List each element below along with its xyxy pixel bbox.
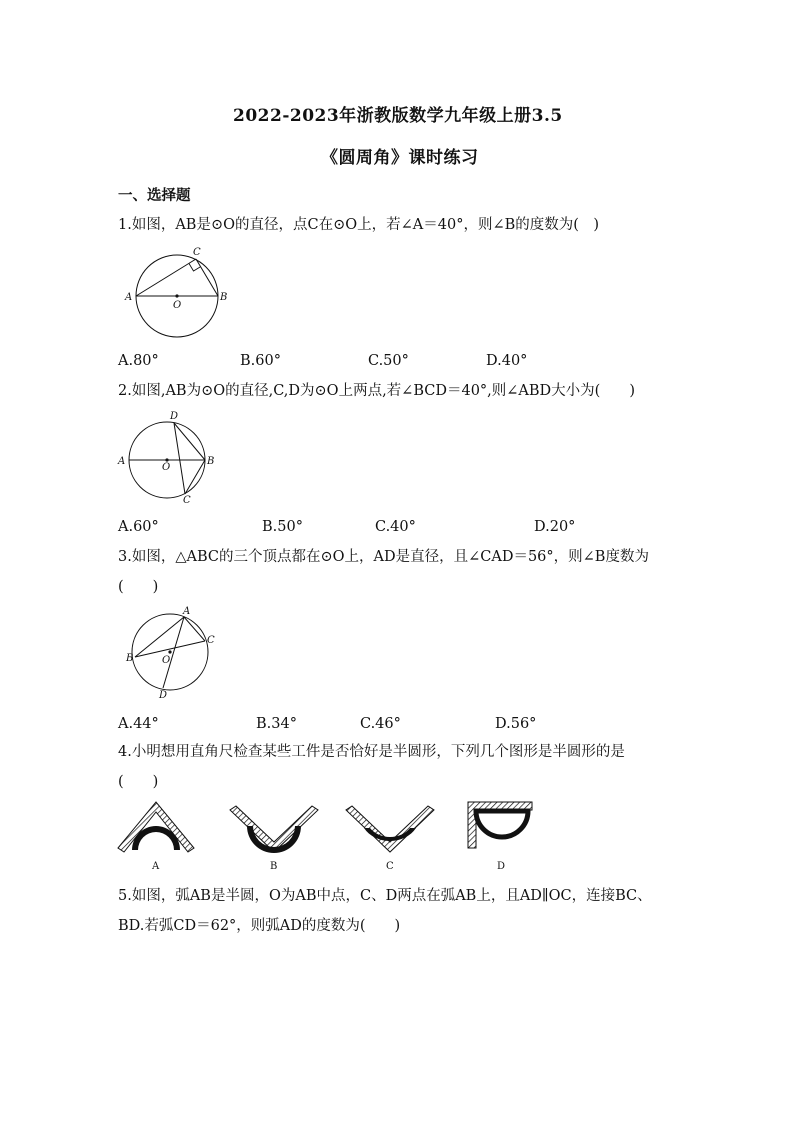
q4-label-a: A — [152, 861, 160, 872]
q1-label-b: B — [220, 292, 228, 303]
document-title-line1: 2022-2023年浙教版数学九年级上册3.5 — [233, 106, 563, 126]
q1-label-a: A — [125, 292, 133, 303]
question-4-stem-line1: 4.小明想用直角尺检查某些工件是否恰好是半圆形，下列几个图形是半圆形的是 — [118, 744, 625, 760]
question-1-figure — [124, 244, 234, 344]
q3-chord-ac — [184, 617, 205, 641]
question-2-option-c: C.40° — [375, 519, 416, 535]
q1-chord-ac — [136, 259, 196, 296]
question-3-option-d: D.56° — [495, 716, 537, 732]
question-4-figure — [116, 798, 536, 878]
question-1-option-b: B.60° — [240, 353, 281, 369]
question-4-stem-line2: ( ) — [118, 774, 159, 790]
q4-figure-c — [346, 806, 434, 872]
question-2-figure — [116, 410, 216, 510]
q1-chord-cb — [196, 259, 218, 296]
q1-center-dot — [175, 294, 178, 297]
q3-label-c: C — [207, 635, 215, 646]
q4-label-b: B — [270, 861, 278, 872]
q3-center-dot — [168, 650, 171, 653]
q2-label-c: C — [183, 495, 191, 506]
q2-chord-bc — [185, 460, 205, 494]
document-title-line2: 《圆周角》课时练习 — [321, 148, 479, 168]
question-3-option-c: C.46° — [360, 716, 401, 732]
question-3-option-a: A.44° — [118, 716, 159, 732]
q3-label-d: D — [159, 690, 168, 701]
question-3-stem-line1: 3.如图，△ABC的三个顶点都在⊙O上，AD是直径，且∠CAD＝56°，则∠B度数为 — [118, 549, 649, 565]
q4-figure-a — [118, 802, 194, 872]
q3-label-b: B — [126, 653, 134, 664]
question-3-figure — [124, 606, 224, 701]
q4-figure-d — [468, 802, 532, 872]
q2-label-d: D — [170, 411, 179, 422]
q4-label-d: D — [497, 861, 506, 872]
question-5-stem-line2: BD.若弧CD＝62°，则弧AD的度数为( ) — [118, 918, 401, 934]
question-2-option-d: D.20° — [534, 519, 576, 535]
q2-label-b: B — [207, 456, 215, 467]
question-1-stem: 1.如图，AB是⊙O的直径，点C在⊙O上，若∠A＝40°，则∠B的度数为( ) — [118, 217, 600, 233]
question-1-option-a: A.80° — [118, 353, 159, 369]
q4-label-c: C — [386, 861, 394, 872]
q3-label-a: A — [183, 606, 191, 617]
question-3-stem-line2: ( ) — [118, 579, 159, 595]
question-2-option-b: B.50° — [262, 519, 303, 535]
question-1-option-d: D.40° — [486, 353, 528, 369]
section-heading: 一、选择题 — [118, 187, 191, 204]
question-3-option-b: B.34° — [256, 716, 297, 732]
q1-label-c: C — [193, 247, 201, 258]
q3-label-o: O — [162, 655, 171, 666]
question-1-option-c: C.50° — [368, 353, 409, 369]
question-2-option-a: A.60° — [118, 519, 159, 535]
q3-diameter-ad — [163, 617, 184, 688]
question-5-stem-line1: 5.如图，弧AB是半圆，O为AB中点，C、D两点在弧AB上，且AD∥OC，连接BC、 — [118, 888, 652, 904]
q2-label-o: O — [162, 462, 171, 473]
q4-figure-b — [230, 806, 318, 872]
q1-label-o: O — [173, 300, 182, 311]
question-2-stem: 2.如图,AB为⊙O的直径,C,D为⊙O上两点,若∠BCD＝40°,则∠ABD大小为( ) — [118, 383, 635, 399]
q2-label-a: A — [118, 456, 126, 467]
